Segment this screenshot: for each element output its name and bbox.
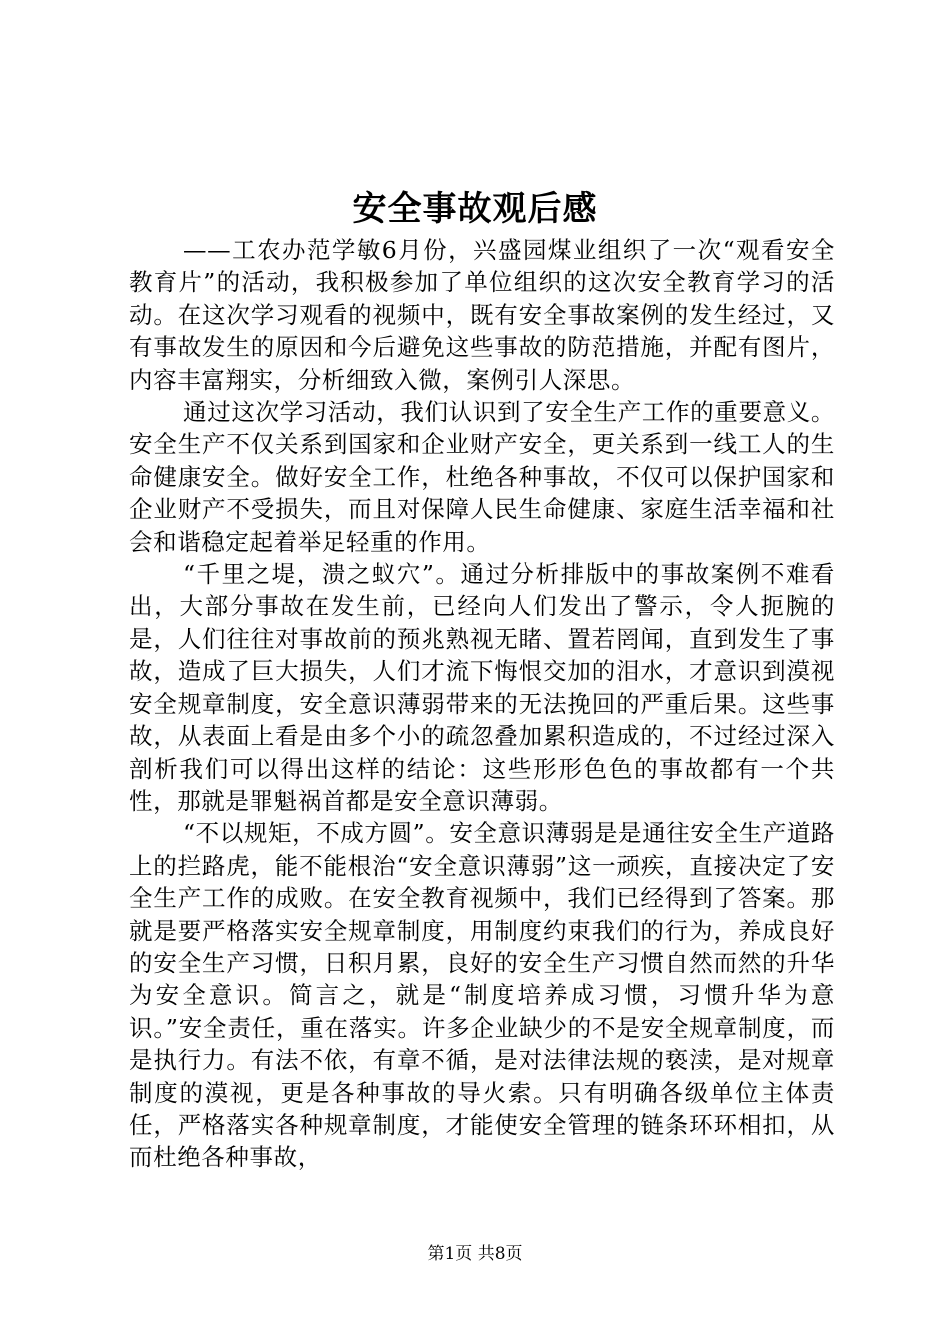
paragraph-1: ——工农办范学敏6月份，兴盛园煤业组织了一次“观看安全教育片”的活动，我积极参加了单位组织的这次安全教育学习的活动。在这次学习观看的视频中，既有安全事故案例的发生经过，又有事故发生的原因和今后避免这些事故的防范措施，并配有图片，内容丰富翔实，分析细致入微，案例引人深思。 <box>129 236 835 394</box>
paragraph-2: 通过这次学习活动，我们认识到了安全生产工作的重要意义。安全生产不仅关系到国家和企业财产安全，更关系到一线工人的生命健康安全。做好安全工作，杜绝各种事故，不仅可以保护国家和企业财产不受损失，而且对保障人民生命健康、家庭生活幸福和社会和谐稳定起着举足轻重的作用。 <box>129 398 835 556</box>
document-title: 安全事故观后感 <box>352 189 598 229</box>
page-number-footer: 第1页 共8页 <box>427 1244 523 1264</box>
document-body <box>129 234 835 1174</box>
paragraph-4: “不以规矩，不成方圆”。安全意识薄弱是是通往安全生产道路上的拦路虎，能不能根治“安全意识薄弱”这一顽疾，直接决定了安全生产工作的成败。在安全教育视频中，我们已经得到了答案。那就是要严格落实安全规章制度，用制度约束我们的行为，养成良好的安全生产习惯，日积月累，良好的安全生产习惯自然而然的升华为安全意识。简言之，就是“制度培养成习惯，习惯升华为意识。”安全责任，重在落实。许多企业缺少的不是安全规章制度，而是执行力。有法不依，有章不循，是对法律法规的亵渎，是对规章制度的漠视，更是各种事故的导火索。只有明确各级单位主体责任，严格落实各种规章制度，才能使安全管理的链条环环相扣，从而杜绝各种事故， <box>129 819 835 1172</box>
paragraph-3: “千里之堤，溃之蚁穴”。通过分析排版中的事故案例不难看出，大部分事故在发生前，已经向人们发出了警示，令人扼腕的是，人们往往对事故前的预兆熟视无睹、置若罔闻，直到发生了事故，造成了巨大损失，人们才流下悔恨交加的泪水，才意识到漠视安全规章制度，安全意识薄弱带来的无法挽回的严重后果。这些事故，从表面上看是由多个小的疏忽叠加累积造成的，不过经过深入剖析我们可以得出这样的结论：这些形形色色的事故都有一个共性，那就是罪魁祸首都是安全意识薄弱。 <box>129 560 835 815</box>
